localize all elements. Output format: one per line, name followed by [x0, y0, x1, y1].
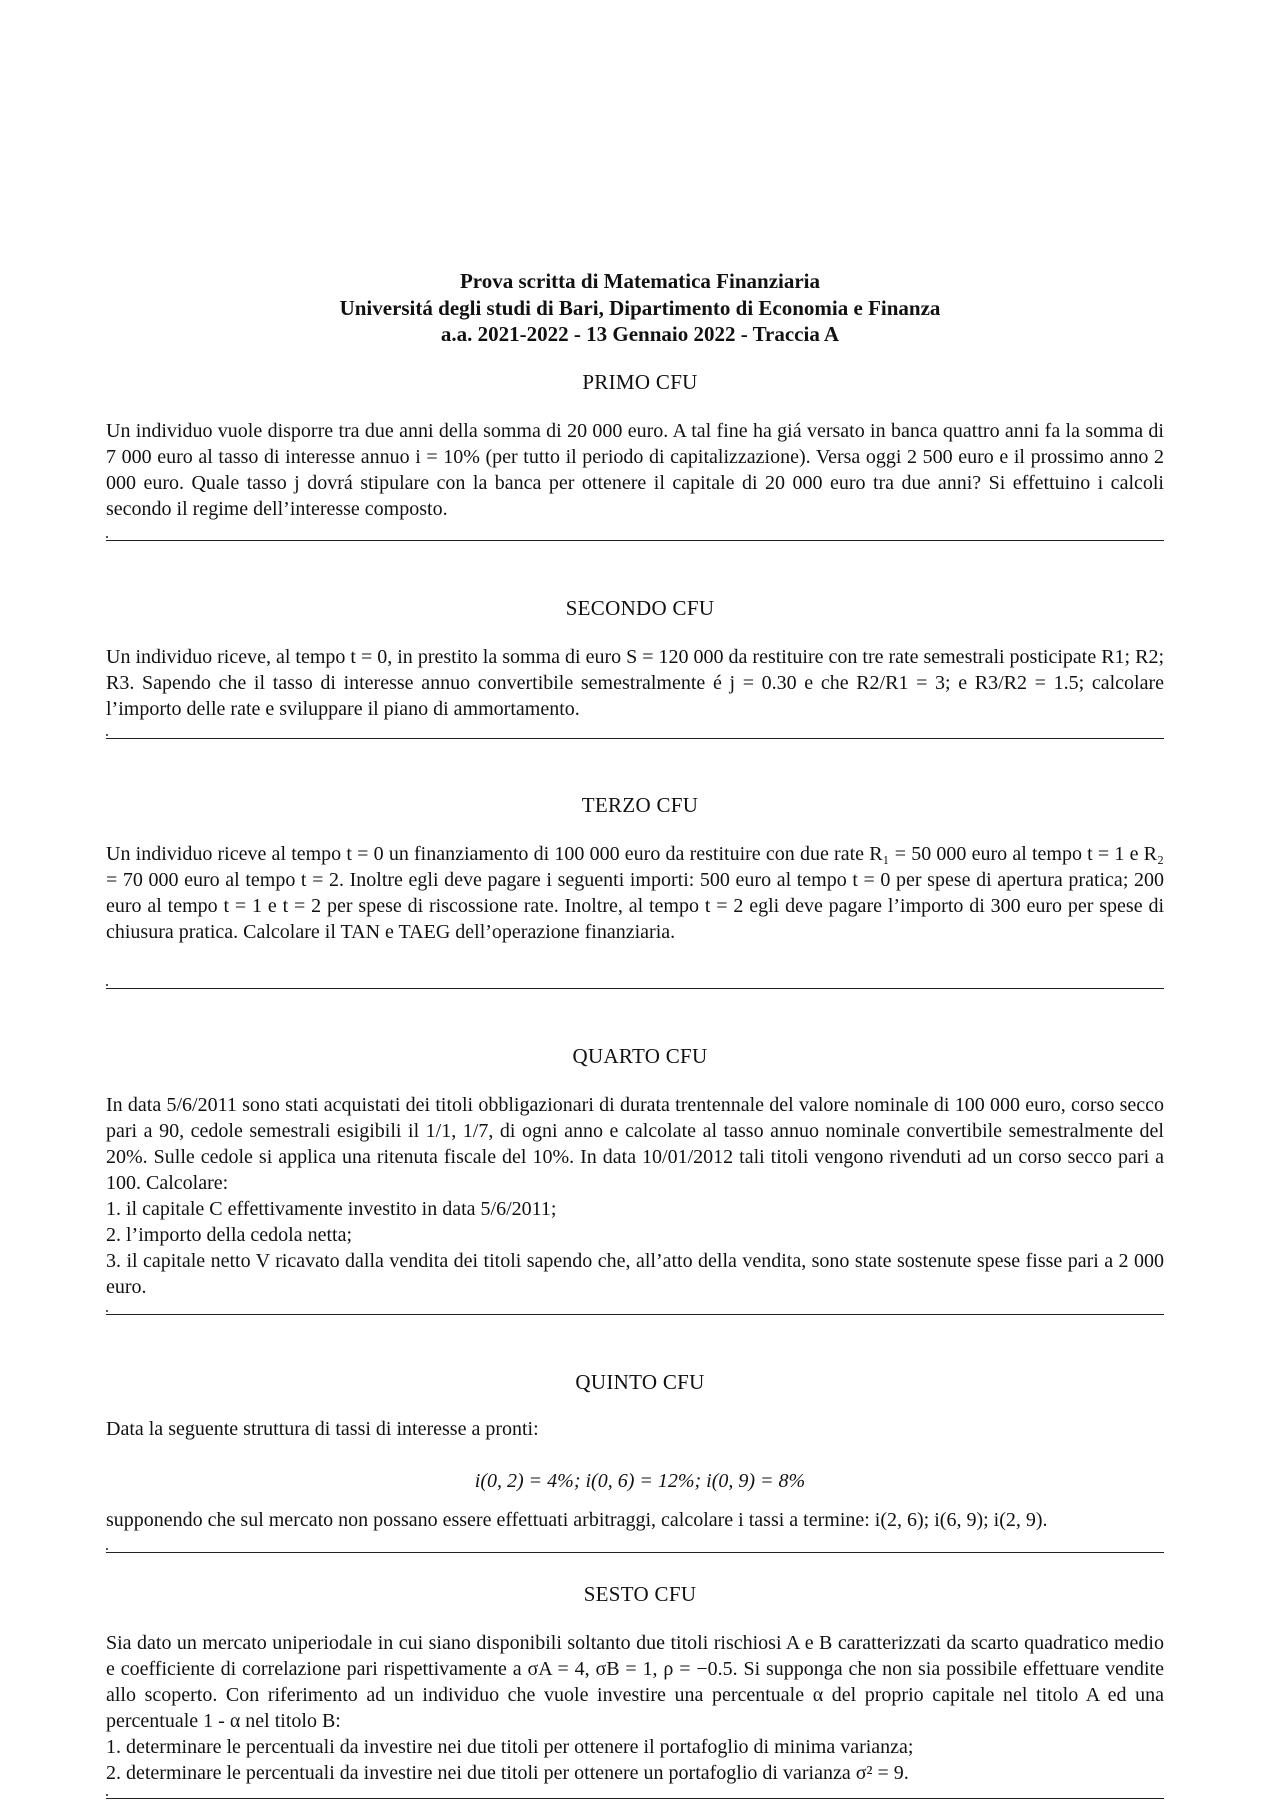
section-divider — [106, 738, 1164, 739]
section-title-quinto: QUINTO CFU — [575, 1370, 705, 1394]
question-list — [106, 1196, 1164, 1300]
exercise-text: Sia dato un mercato uniperiodale in cui siano disponibili soltanto due titoli rischiosi A e B caratterizzati da scarto quadratico medio e coefficiente di correlazione pari rispettivamente a σA = 4, σB = 1, ρ = −0.5. Si supponga che non sia possibile effettuare vendite allo scoperto. Con riferimento ad un individuo che vuole investire una percentuale α del proprio capitale nel titolo A ed una percentuale 1 - α nel titolo B: — [106, 1632, 1164, 1732]
exercise-text: Data la seguente struttura di tassi di interesse a pronti: — [106, 1418, 539, 1440]
section-title-secondo: SECONDO CFU — [565, 596, 715, 620]
list-item: 3. il capitale netto V ricavato dalla vendita dei titoli sapendo che, all’atto della vendita, sono state sostenute spese fisse pari a 2 000 euro. — [106, 1250, 1164, 1298]
list-item: 2. determinare le percentuali da investire nei due titoli per ottenere un portafoglio di varianza σ² = 9. — [106, 1762, 909, 1784]
question-list — [106, 1734, 1164, 1786]
list-item: 2. l’importo della cedola netta; — [106, 1224, 353, 1246]
section-text-quinto — [106, 1416, 1164, 1442]
list-item: 1. il capitale C effettivamente investito in data 5/6/2011; — [106, 1198, 557, 1220]
exercise-text: Un individuo riceve al tempo t = 0 un finanziamento di 100 000 euro da restituire con due rate R₁ = 50 000 euro al tempo t = 1 e R₂ = 70 000 euro al tempo t = 2. Inoltre egli deve pagare i seguenti importi: 500 euro al tempo t = 0 per spese di apertura pratica; 200 euro al tempo t = 1 e t = 2 per spese di riscossione rate. Inoltre, al tempo t = 2 egli deve pagare l’importo di 300 euro per spese di chiusura pratica. Calcolare il TAN e TAEG dell’operazione finanziaria. — [106, 843, 1164, 943]
exercise-text: Un individuo vuole disporre tra due anni della somma di 20 000 euro. A tal fine ha giá versato in banca quattro anni fa la somma di 7 000 euro al tasso di interesse annuo i = 10% (per tutto il periodo di capitalizzazione). Versa oggi 2 500 euro e il prossimo anno 2 000 euro. Quale tasso j dovrá stipulare con la banca per ottenere il capitale di 20 000 euro tra due anni? Si effettuino i calcoli secondo il regime dell’interesse composto. — [106, 420, 1164, 520]
exercise-text: supponendo che sul mercato non possano essere effettuati arbitraggi, calcolare i tassi a termine: i(2, 6); i(6, 9); i(2, 9). — [106, 1509, 1048, 1531]
section-title-sesto: SESTO CFU — [583, 1582, 697, 1606]
section-title-quarto: QUARTO CFU — [572, 1044, 708, 1068]
section-title-terzo: TERZO CFU — [581, 793, 699, 817]
section-divider — [106, 1552, 1164, 1553]
exam-header — [0, 268, 1280, 348]
section-divider — [106, 1798, 1164, 1799]
section-text-quinto-2 — [106, 1507, 1164, 1533]
section-text-sesto — [106, 1630, 1164, 1786]
academic-year-date: a.a. 2021-2022 - 13 Gennaio 2022 - Traccia A — [440, 322, 840, 346]
university-department: Universitá degli studi di Bari, Dipartimento di Economia e Finanza — [339, 295, 941, 320]
section-divider — [106, 540, 1164, 541]
section-divider — [106, 1314, 1164, 1315]
section-text-quarto — [106, 1092, 1164, 1300]
spot-rates-equation: i(0, 2) = 4%; i(0, 6) = 12%; i(0, 9) = 8% — [474, 1470, 806, 1492]
section-title-primo: PRIMO CFU — [582, 370, 698, 394]
exercise-text: In data 5/6/2011 sono stati acquistati dei titoli obbligazionari di durata trentennale del valore nominale di 100 000 euro, corso secco pari a 90, cedole semestrali esigibili il 1/1, 1/7, di ogni anno e calcolate al tasso annuo nominale convertibile semestralmente del 20%. Sulle cedole si applica una ritenuta fiscale del 10%. In data 10/01/2012 tali titoli vengono rivenduti ad un corso secco pari a 100. Calcolare: — [106, 1094, 1164, 1194]
section-text-terzo — [106, 841, 1164, 945]
section-divider — [106, 988, 1164, 989]
section-text-secondo — [106, 644, 1164, 722]
exercise-text: Un individuo riceve, al tempo t = 0, in prestito la somma di euro S = 120 000 da restituire con tre rate semestrali posticipate R1; R2; R3. Sapendo che il tasso di interesse annuo convertibile semestralmente é j = 0.30 e che R2/R1 = 3; e R3/R2 = 1.5; calcolare l’importo delle rate e sviluppare il piano di ammortamento. — [106, 646, 1164, 720]
exam-title: Prova scritta di Matematica Finanziaria — [459, 269, 821, 293]
list-item: 1. determinare le percentuali da investire nei due titoli per ottenere il portafoglio di minima varianza; — [106, 1736, 914, 1758]
section-text-primo — [106, 418, 1164, 522]
